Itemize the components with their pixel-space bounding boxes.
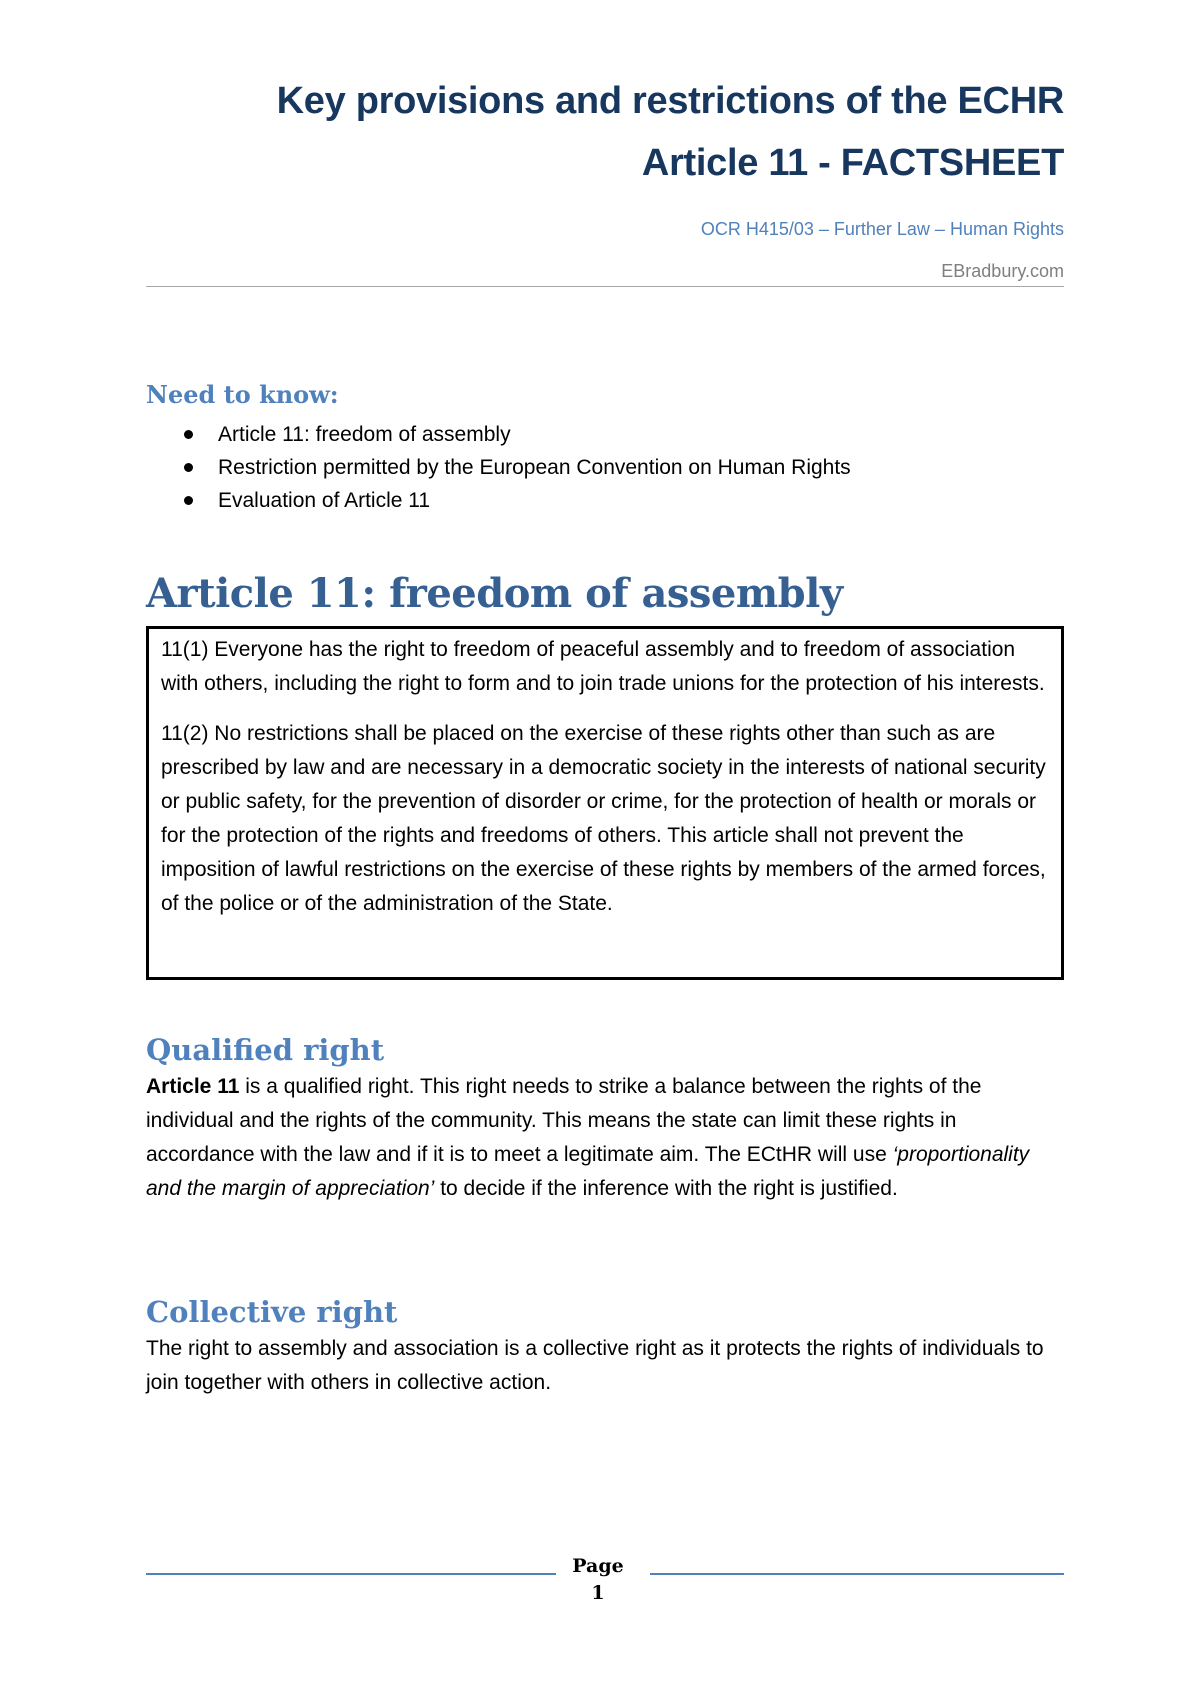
article-heading-wrap: [146, 567, 1064, 621]
document-title-line2: Article 11 - FACTSHEET: [641, 142, 1064, 184]
bullet-icon: [184, 496, 193, 505]
qualified-right-section: [146, 1030, 1064, 1206]
need-to-know-heading: Need to know:: [146, 380, 339, 409]
qualified-right-text: [146, 1070, 1064, 1206]
qualified-italic: ‘proportionality and the margin of appreciation’: [146, 1143, 1030, 1200]
article-heading: Article 11: freedom of assembly: [146, 570, 843, 617]
collective-right-section: [146, 1292, 1064, 1400]
qualified-text-a: is a qualified right. This right needs to strike a balance between the rights of the individual and the rights of the community. This means the state can limit these rights in accordance with the law and if it is to meet a legitimate aim. The ECtHR will use: [146, 1075, 982, 1166]
footer-rule-left: [146, 1573, 556, 1575]
bullet-icon: [184, 430, 193, 439]
list-item-text: Restriction permitted by the European Convention on Human Rights: [218, 456, 851, 479]
list-item: [218, 451, 1064, 484]
collective-right-text: The right to assembly and association is a collective right as it protects the rights of individuals to join together with others in collective action.: [146, 1337, 1044, 1394]
list-item-text: Evaluation of Article 11: [218, 489, 431, 512]
article-paragraph-2: 11(2) No restrictions shall be placed on the exercise of these rights other than such as are prescribed by law and are necessary in a democratic society in the interests of national security or public safety, for the prevention of disorder or crime, for the protection of health or morals or for the protection of the rights and freedoms of others. This article shall not prevent the imposition of lawful restrictions on the exercise of these rights by members of the armed forces, of the police or of the administration of the State.: [161, 722, 1046, 915]
list-item-text: Article 11: freedom of assembly: [218, 423, 511, 446]
document-subtitle: OCR H415/03 – Further Law – Human Rights: [700, 219, 1064, 239]
page-number-value: 1: [591, 1582, 605, 1604]
qualified-text-b: to decide if the inference with the right is justified.: [434, 1177, 898, 1200]
article-text-box: [146, 626, 1064, 980]
site-name: EBradbury.com: [941, 261, 1064, 281]
list-item: [218, 418, 1064, 451]
need-to-know-section: [146, 378, 1064, 517]
page-number: [556, 1553, 640, 1607]
footer-rule-right: [650, 1573, 1064, 1575]
qualified-bold-lead: Article 11: [146, 1075, 240, 1098]
page-header: [146, 70, 1064, 284]
collective-right-heading: Collective right: [146, 1295, 398, 1329]
qualified-right-heading: Qualified right: [146, 1033, 385, 1067]
document-title-line1: Key provisions and restrictions of the ECHR: [276, 80, 1064, 122]
list-item: [218, 484, 1064, 517]
bullet-icon: [184, 463, 193, 472]
need-to-know-list: [146, 418, 1064, 517]
page-label: Page: [572, 1555, 624, 1577]
header-divider: [146, 286, 1064, 287]
article-paragraph-1: 11(1) Everyone has the right to freedom of peaceful assembly and to freedom of association with others, including the right to form and to join trade unions for the protection of his interests.: [161, 638, 1045, 695]
